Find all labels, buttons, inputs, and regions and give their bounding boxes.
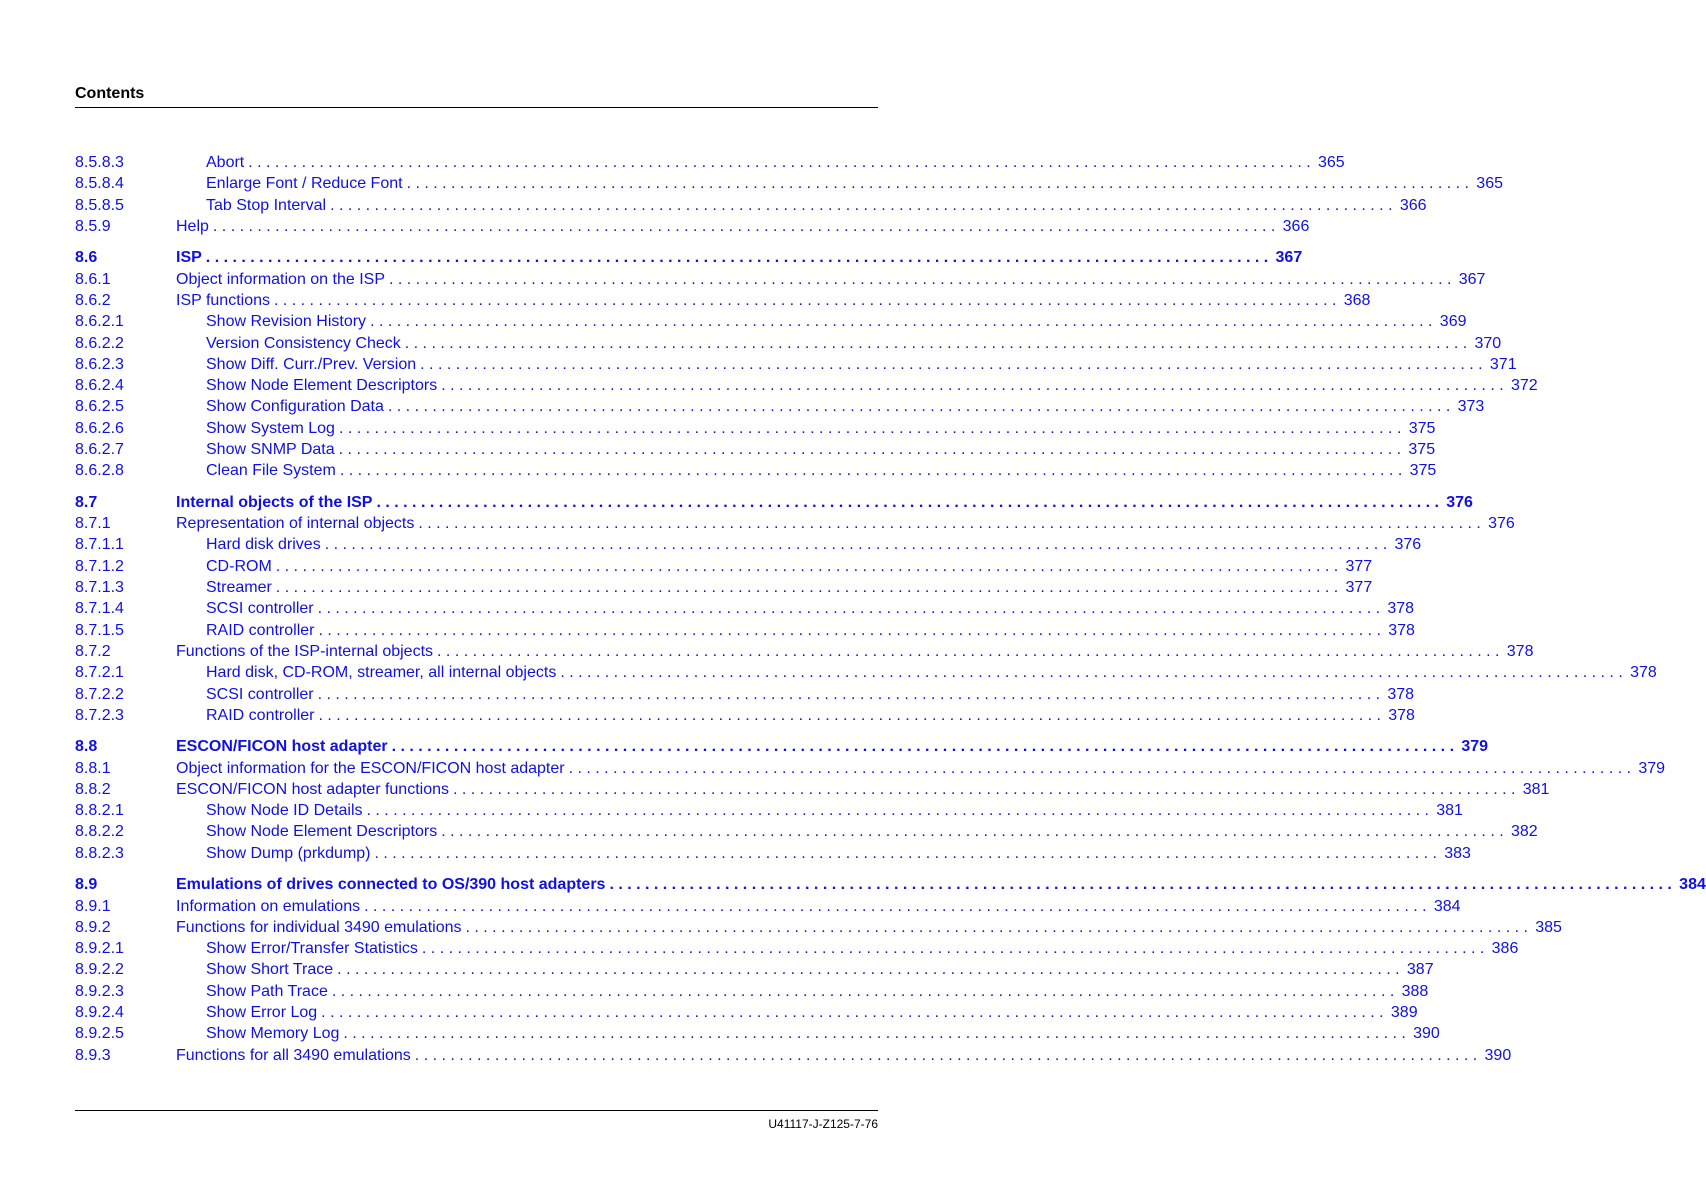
footer-document-code: U41117-J-Z125-7-76 — [768, 1117, 878, 1131]
dot-leader: . . . . . . . . . . . . . . . . . . . . . . . . . . . . . . . . . . . . . . . . . . . . . . . . . . . . . . . . . . . . . . . . . . . . . . . . . . . . . . . . . . . . . . . . . . . . . . . . . . . . . . . . . . . . . . . . . . . . . . . . — [465, 918, 1528, 936]
toc-entry-title[interactable]: Internal objects of the ISP — [176, 493, 373, 511]
toc-entry[interactable] — [75, 439, 1436, 460]
toc-entry[interactable] — [75, 641, 1534, 662]
toc-entry-number: 8.9.2.5 — [75, 1025, 124, 1043]
toc-entry[interactable] — [75, 874, 1706, 895]
dot-leader: . . . . . . . . . . . . . . . . . . . . . . . . . . . . . . . . . . . . . . . . . . . . . . . . . . . . . . . . . . . . . . . . . . . . . . . . . . . . . . . . . . . . . . . . . . . . . . . . . . . . . . . . . . . . . . . . . . . . . . . . — [560, 664, 1623, 682]
toc-entry[interactable] — [75, 577, 1373, 598]
dot-leader: . . . . . . . . . . . . . . . . . . . . . . . . . . . . . . . . . . . . . . . . . . . . . . . . . . . . . . . . . . . . . . . . . . . . . . . . . . . . . . . . . . . . . . . . . . . . . . . . . . . . . . . . . . . . . . . . . . . . . . . . — [324, 536, 1388, 554]
toc-entry-line — [176, 269, 1486, 290]
toc-entry-line — [206, 534, 1422, 555]
dot-leader: . . . . . . . . . . . . . . . . . . . . . . . . . . . . . . . . . . . . . . . . . . . . . . . . . . . . . . . . . . . . . . . . . . . . . . . . . . . . . . . . . . . . . . . . . . . . . . . . . . . . . . . . . . . . . . . . . . . . . . . . — [406, 175, 1469, 193]
toc-entry-page-number[interactable]: 369 — [1439, 313, 1467, 331]
toc-entry-page-number[interactable]: 377 — [1345, 557, 1373, 575]
toc-entry-line — [206, 195, 1427, 216]
toc-entry-title[interactable]: Show Error/Transfer Statistics — [206, 940, 418, 958]
toc-entry-title[interactable]: Functions for all 3490 emulations — [176, 1046, 411, 1064]
toc-entry[interactable] — [75, 938, 1519, 959]
toc-entry[interactable] — [75, 354, 1517, 375]
toc-entry-title[interactable]: Streamer — [206, 579, 272, 597]
toc-entry[interactable] — [75, 684, 1415, 705]
toc-entry-number: 8.9.2.3 — [75, 982, 124, 1000]
toc-entry[interactable] — [75, 821, 1538, 842]
toc-entry[interactable] — [75, 736, 1489, 757]
toc-entry-line — [176, 492, 1473, 513]
toc-entry-title[interactable]: ISP — [176, 249, 202, 267]
toc-entry-line — [176, 641, 1534, 662]
toc-entry-page-number[interactable]: 367 — [1275, 249, 1303, 267]
toc-entry[interactable] — [75, 247, 1303, 268]
dot-leader: . . . . . . . . . . . . . . . . . . . . . . . . . . . . . . . . . . . . . . . . . . . . . . . . . . . . . . . . . . . . . . . . . . . . . . . . . . . . . . . . . . . . . . . . . . . . . . . . . . . . . . . . . . . . . . . . . . . . . . . . — [414, 1046, 1478, 1064]
dot-leader: . . . . . . . . . . . . . . . . . . . . . . . . . . . . . . . . . . . . . . . . . . . . . . . . . . . . . . . . . . . . . . . . . . . . . . . . . . . . . . . . . . . . . . . . . . . . . . . . . . . . . . . . . . . . . . . . . . . . . . . . — [609, 876, 1672, 894]
toc-entry-page-number[interactable]: 389 — [1390, 1004, 1418, 1022]
toc-entry-number: 8.6.2.2 — [75, 334, 124, 352]
toc-entry-page-number[interactable]: 381 — [1436, 802, 1463, 820]
toc-entry-line — [176, 513, 1515, 534]
dot-leader: . . . . . . . . . . . . . . . . . . . . . . . . . . . . . . . . . . . . . . . . . . . . . . . . . . . . . . . . . . . . . . . . . . . . . . . . . . . . . . . . . . . . . . . . . . . . . . . . . . . . . . . . . . . . . . . . . . . . . . . . — [364, 897, 1427, 915]
toc-entry-number: 8.6.1 — [75, 270, 111, 288]
toc-entry-line — [206, 662, 1657, 683]
toc-entry[interactable] — [75, 375, 1538, 396]
toc-entry-title[interactable]: Help — [176, 217, 209, 235]
toc-entry-title[interactable]: Representation of internal objects — [176, 515, 415, 533]
toc-entry-page-number[interactable]: 370 — [1474, 334, 1502, 352]
toc-entry[interactable] — [75, 460, 1437, 481]
dot-leader: . . . . . . . . . . . . . . . . . . . . . . . . . . . . . . . . . . . . . . . . . . . . . . . . . . . . . . . . . . . . . . . . . . . . . . . . . . . . . . . . . . . . . . . . . . . . . . . . . . . . . . . . . . . . . . . . . . . . . . . . — [441, 377, 1504, 395]
toc-entry-number: 8.7.1.3 — [75, 579, 124, 597]
toc-entry-title[interactable]: SCSI controller — [206, 600, 314, 618]
toc-entry-line — [206, 354, 1517, 375]
toc-entry-title[interactable]: Show Revision History — [206, 313, 367, 331]
dot-leader: . . . . . . . . . . . . . . . . . . . . . . . . . . . . . . . . . . . . . . . . . . . . . . . . . . . . . . . . . . . . . . . . . . . . . . . . . . . . . . . . . . . . . . . . . . . . . . . . . . . . . . . . . . . . . . . . . . . . . . . . — [317, 600, 1381, 618]
toc-entry[interactable] — [75, 800, 1463, 821]
toc-entry-page-number[interactable]: 381 — [1522, 780, 1550, 798]
dot-leader: . . . . . . . . . . . . . . . . . . . . . . . . . . . . . . . . . . . . . . . . . . . . . . . . . . . . . . . . . . . . . . . . . . . . . . . . . . . . . . . . . . . . . . . . . . . . . . . . . . . . . . . . . . . . . . . . . . . . . . . . — [321, 1004, 1384, 1022]
toc-entry-number: 8.7.2 — [75, 642, 111, 660]
toc-entry-title[interactable]: Information on emulations — [176, 897, 361, 915]
toc-entry-line — [176, 247, 1303, 268]
toc-entry-title[interactable]: Hard disk drives — [206, 536, 321, 554]
toc-entry-title[interactable]: ESCON/FICON host adapter functions — [176, 780, 449, 798]
table-of-contents — [75, 152, 1706, 1066]
toc-entry-number: 8.9.2.1 — [75, 940, 124, 958]
dot-leader: . . . . . . . . . . . . . . . . . . . . . . . . . . . . . . . . . . . . . . . . . . . . . . . . . . . . . . . . . . . . . . . . . . . . . . . . . . . . . . . . . . . . . . . . . . . . . . . . . . . . . . . . . . . . . . . . . . . . . . . . — [339, 462, 1403, 480]
toc-entry-number: 8.5.8.4 — [75, 175, 124, 193]
toc-entry-line — [176, 874, 1706, 895]
toc-entry-title[interactable]: Abort — [206, 154, 245, 171]
toc-entry-page-number[interactable]: 365 — [1317, 154, 1345, 171]
toc-entry-title[interactable]: Show Short Trace — [206, 961, 334, 979]
toc-entry-line — [206, 173, 1503, 194]
toc-entry-page-number[interactable]: 366 — [1399, 196, 1427, 214]
toc-entry-page-number[interactable]: 367 — [1458, 270, 1486, 288]
toc-entry[interactable] — [75, 534, 1422, 555]
toc-entry-number: 8.5.9 — [75, 217, 111, 235]
toc-entry-page-number[interactable]: 385 — [1535, 918, 1562, 936]
toc-entry-number: 8.6.2.4 — [75, 377, 124, 395]
toc-entry-number: 8.9.3 — [75, 1046, 111, 1064]
toc-entry-page-number[interactable]: 388 — [1401, 982, 1429, 1000]
toc-entry-title[interactable]: Show Memory Log — [206, 1025, 340, 1043]
page-header-title: Contents — [75, 85, 145, 102]
toc-entry-page-number[interactable]: 373 — [1457, 398, 1485, 416]
toc-entry-page-number[interactable]: 375 — [1408, 419, 1436, 437]
dot-leader: . . . . . . . . . . . . . . . . . . . . . . . . . . . . . . . . . . . . . . . . . . . . . . . . . . . . . . . . . . . . . . . . . . . . . . . . . . . . . . . . . . . . . . . . . . . . . . . . . . . . . . . . . . . . . . . . . . . . . . . . — [331, 982, 1395, 1000]
toc-entry-number: 8.5.8.3 — [75, 154, 124, 171]
toc-entry[interactable] — [75, 843, 1471, 864]
dot-leader: . . . . . . . . . . . . . . . . . . . . . . . . . . . . . . . . . . . . . . . . . . . . . . . . . . . . . . . . . . . . . . . . . . . . . . . . . . . . . . . . . . . . . . . . . . . . . . . . . . . . . . . . . . . . . . . . . . . . . . . . — [205, 249, 1269, 267]
toc-entry-page-number[interactable]: 366 — [1282, 217, 1310, 235]
toc-entry-number: 8.9.2.4 — [75, 1004, 124, 1022]
toc-entry-title[interactable]: Object information for the ESCON/FICON host adapter — [176, 759, 565, 777]
toc-entry-line — [176, 290, 1371, 311]
toc-entry-line — [206, 460, 1437, 481]
toc-entry-title[interactable]: Functions of the ISP-internal objects — [176, 642, 434, 660]
toc-entry-number: 8.7 — [75, 493, 98, 511]
toc-entry[interactable] — [75, 269, 1486, 290]
dot-leader: . . . . . . . . . . . . . . . . . . . . . . . . . . . . . . . . . . . . . . . . . . . . . . . . . . . . . . . . . . . . . . . . . . . . . . . . . . . . . . . . . . . . . . . . . . . . . . . . . . . . . . . . . . . . . . . . . . . . . . . . — [376, 493, 1439, 511]
toc-entry-number: 8.7.2.2 — [75, 685, 124, 703]
dot-leader: . . . . . . . . . . . . . . . . . . . . . . . . . . . . . . . . . . . . . . . . . . . . . . . . . . . . . . . . . . . . . . . . . . . . . . . . . . . . . . . . . . . . . . . . . . . . . . . . . . . . . . . . . . . . . . . . . . . . . . . . — [421, 940, 1485, 958]
toc-entry-number: 8.9.1 — [75, 897, 111, 915]
toc-entry-number: 8.8.2.2 — [75, 823, 124, 841]
dot-leader: . . . . . . . . . . . . . . . . . . . . . . . . . . . . . . . . . . . . . . . . . . . . . . . . . . . . . . . . . . . . . . . . . . . . . . . . . . . . . . . . . . . . . . . . . . . . . . . . . . . . . . . . . . . . . . . . . . . . . . . . — [248, 154, 1311, 171]
toc-entry-title[interactable]: Functions for individual 3490 emulations — [176, 918, 462, 936]
toc-entry-page-number[interactable]: 368 — [1343, 291, 1371, 309]
toc-entry-title[interactable]: Object information on the ISP — [176, 270, 385, 288]
toc-entry-number: 8.6 — [75, 249, 98, 267]
header-rule — [75, 107, 878, 108]
toc-entry-number: 8.6.2.8 — [75, 462, 124, 480]
toc-entry-page-number[interactable]: 371 — [1489, 355, 1517, 373]
toc-entry[interactable] — [75, 758, 1666, 779]
dot-leader: . . . . . . . . . . . . . . . . . . . . . . . . . . . . . . . . . . . . . . . . . . . . . . . . . . . . . . . . . . . . . . . . . . . . . . . . . . . . . . . . . . . . . . . . . . . . . . . . . . . . . . . . . . . . . . . . . . . . . . . . — [418, 515, 1481, 533]
toc-entry-line — [206, 396, 1485, 417]
toc-entry-title[interactable]: ESCON/FICON host adapter — [176, 738, 388, 756]
toc-entry-number: 8.8.2 — [75, 780, 111, 798]
toc-entry-line — [206, 1023, 1440, 1044]
dot-leader: . . . . . . . . . . . . . . . . . . . . . . . . . . . . . . . . . . . . . . . . . . . . . . . . . . . . . . . . . . . . . . . . . . . . . . . . . . . . . . . . . . . . . . . . . . . . . . . . . . . . . . . . . . . . . . . . . . . . . . . . — [212, 217, 1276, 235]
toc-entry[interactable] — [75, 311, 1467, 332]
toc-entry-line — [206, 418, 1436, 439]
toc-entry[interactable] — [75, 492, 1473, 513]
dot-leader: . . . . . . . . . . . . . . . . . . . . . . . . . . . . . . . . . . . . . . . . . . . . . . . . . . . . . . . . . . . . . . . . . . . . . . . . . . . . . . . . . . . . . . . . . . . . . . . . . . . . . . . . . . . . . . . . . . . . . . . . — [420, 355, 1483, 373]
toc-entry[interactable] — [75, 1002, 1418, 1023]
dot-leader: . . . . . . . . . . . . . . . . . . . . . . . . . . . . . . . . . . . . . . . . . . . . . . . . . . . . . . . . . . . . . . . . . . . . . . . . . . . . . . . . . . . . . . . . . . . . . . . . . . . . . . . . . . . . . . . . . . . . . . . . — [404, 334, 1468, 352]
toc-entry[interactable] — [75, 152, 1345, 173]
toc-entry-number: 8.7.1.2 — [75, 557, 124, 575]
dot-leader: . . . . . . . . . . . . . . . . . . . . . . . . . . . . . . . . . . . . . . . . . . . . . . . . . . . . . . . . . . . . . . . . . . . . . . . . . . . . . . . . . . . . . . . . . . . . . . . . . . . . . . . . . . . . . . . . . . . . . . . . — [389, 270, 1452, 288]
toc-entry[interactable] — [75, 917, 1562, 938]
toc-entry-line — [206, 439, 1436, 460]
toc-entry-line — [206, 705, 1415, 726]
toc-entry-number: 8.8.2.3 — [75, 844, 124, 862]
toc-entry-number: 8.9 — [75, 876, 98, 894]
toc-entry-page-number[interactable]: 378 — [1630, 664, 1657, 682]
toc-entry-number: 8.7.2.1 — [75, 664, 124, 682]
dot-leader: . . . . . . . . . . . . . . . . . . . . . . . . . . . . . . . . . . . . . . . . . . . . . . . . . . . . . . . . . . . . . . . . . . . . . . . . . . . . . . . . . . . . . . . . . . . . . . . . . . . . . . . . . . . . . . . . . . . . . . . . — [337, 961, 1400, 979]
toc-entry-line — [206, 800, 1463, 821]
toc-entry-line — [206, 843, 1471, 864]
toc-entry[interactable] — [75, 705, 1415, 726]
toc-entry-title[interactable]: Show Node Element Descriptors — [206, 377, 438, 395]
toc-entry[interactable] — [75, 216, 1310, 237]
toc-entry-title[interactable]: Show Node ID Details — [206, 802, 363, 820]
toc-entry-title[interactable]: Show SNMP Data — [206, 441, 335, 459]
toc-entry-number: 8.7.1 — [75, 515, 111, 533]
toc-entry-page-number[interactable]: 382 — [1510, 823, 1538, 841]
toc-entry[interactable] — [75, 1045, 1512, 1066]
dot-leader: . . . . . . . . . . . . . . . . . . . . . . . . . . . . . . . . . . . . . . . . . . . . . . . . . . . . . . . . . . . . . . . . . . . . . . . . . . . . . . . . . . . . . . . . . . . . . . . . . . . . . . . . . . . . . . . . . . . . . . . . — [330, 196, 1393, 214]
toc-entry-title[interactable]: Show Path Trace — [206, 982, 328, 1000]
toc-entry-number: 8.9.2 — [75, 918, 111, 936]
dot-leader: . . . . . . . . . . . . . . . . . . . . . . . . . . . . . . . . . . . . . . . . . . . . . . . . . . . . . . . . . . . . . . . . . . . . . . . . . . . . . . . . . . . . . . . . . . . . . . . . . . . . . . . . . . . . . . . . . . . . . . . . — [275, 579, 1339, 597]
toc-entry-line — [206, 311, 1467, 332]
toc-entry-line — [176, 758, 1666, 779]
toc-entry-line — [206, 959, 1434, 980]
toc-entry-number: 8.6.2.7 — [75, 441, 124, 459]
toc-entry-page-number[interactable]: 372 — [1510, 377, 1538, 395]
dot-leader: . . . . . . . . . . . . . . . . . . . . . . . . . . . . . . . . . . . . . . . . . . . . . . . . . . . . . . . . . . . . . . . . . . . . . . . . . . . . . . . . . . . . . . . . . . . . . . . . . . . . . . . . . . . . . . . . . . . . . . . . — [343, 1025, 1406, 1043]
toc-entry[interactable] — [75, 959, 1434, 980]
toc-entry-page-number[interactable]: 384 — [1679, 876, 1706, 894]
dot-leader: . . . . . . . . . . . . . . . . . . . . . . . . . . . . . . . . . . . . . . . . . . . . . . . . . . . . . . . . . . . . . . . . . . . . . . . . . . . . . . . . . . . . . . . . . . . . . . . . . . . . . . . . . . . . . . . . . . . . . . . . — [317, 685, 1381, 703]
toc-entry[interactable] — [75, 1023, 1440, 1044]
dot-leader: . . . . . . . . . . . . . . . . . . . . . . . . . . . . . . . . . . . . . . . . . . . . . . . . . . . . . . . . . . . . . . . . . . . . . . . . . . . . . . . . . . . . . . . . . . . . . . . . . . . . . . . . . . . . . . . . . . . . . . . . — [374, 844, 1437, 862]
toc-entry-number: 8.6.2.5 — [75, 398, 124, 416]
dot-leader: . . . . . . . . . . . . . . . . . . . . . . . . . . . . . . . . . . . . . . . . . . . . . . . . . . . . . . . . . . . . . . . . . . . . . . . . . . . . . . . . . . . . . . . . . . . . . . . . . . . . . . . . . . . . . . . . . . . . . . . . — [338, 419, 1402, 437]
toc-entry-number: 8.5.8.5 — [75, 196, 124, 214]
dot-leader: . . . . . . . . . . . . . . . . . . . . . . . . . . . . . . . . . . . . . . . . . . . . . . . . . . . . . . . . . . . . . . . . . . . . . . . . . . . . . . . . . . . . . . . . . . . . . . . . . . . . . . . . . . . . . . . . . . . . . . . . — [568, 759, 1632, 777]
toc-entry-page-number[interactable]: 378 — [1388, 706, 1415, 724]
dot-leader: . . . . . . . . . . . . . . . . . . . . . . . . . . . . . . . . . . . . . . . . . . . . . . . . . . . . . . . . . . . . . . . . . . . . . . . . . . . . . . . . . . . . . . . . . . . . . . . . . . . . . . . . . . . . . . . . . . . . . . . . — [366, 802, 1429, 820]
dot-leader: . . . . . . . . . . . . . . . . . . . . . . . . . . . . . . . . . . . . . . . . . . . . . . . . . . . . . . . . . . . . . . . . . . . . . . . . . . . . . . . . . . . . . . . . . . . . . . . . . . . . . . . . . . . . . . . . . . . . . . . . — [370, 313, 1433, 331]
toc-entry[interactable] — [75, 396, 1485, 417]
dot-leader: . . . . . . . . . . . . . . . . . . . . . . . . . . . . . . . . . . . . . . . . . . . . . . . . . . . . . . . . . . . . . . . . . . . . . . . . . . . . . . . . . . . . . . . . . . . . . . . . . . . . . . . . . . . . . . . . . . . . . . . . — [387, 398, 1451, 416]
toc-entry-line — [206, 556, 1373, 577]
toc-entry-number: 8.7.1.1 — [75, 536, 124, 554]
toc-entry-title[interactable]: Show System Log — [206, 419, 335, 437]
toc-entry[interactable] — [75, 195, 1427, 216]
toc-entry-line — [206, 981, 1429, 1002]
toc-entry-line — [206, 577, 1373, 598]
toc-entry-line — [206, 684, 1415, 705]
toc-entry-page-number[interactable]: 377 — [1345, 579, 1373, 597]
toc-entry-page-number[interactable]: 379 — [1461, 738, 1489, 756]
toc-entry[interactable] — [75, 513, 1515, 534]
toc-entry-title[interactable]: ISP functions — [176, 291, 270, 309]
toc-entry-number: 8.7.1.5 — [75, 621, 124, 639]
toc-entry-number: 8.8.2.1 — [75, 802, 124, 820]
toc-entry-line — [206, 598, 1415, 619]
toc-entry-title[interactable]: RAID controller — [206, 621, 315, 639]
toc-entry-title[interactable]: SCSI controller — [206, 685, 314, 703]
toc-entry-page-number[interactable]: 378 — [1388, 621, 1415, 639]
dot-leader: . . . . . . . . . . . . . . . . . . . . . . . . . . . . . . . . . . . . . . . . . . . . . . . . . . . . . . . . . . . . . . . . . . . . . . . . . . . . . . . . . . . . . . . . . . . . . . . . . . . . . . . . . . . . . . . . . . . . . . . . — [275, 557, 1339, 575]
toc-entry-line — [206, 938, 1519, 959]
toc-entry-page-number[interactable]: 384 — [1433, 897, 1461, 915]
dot-leader: . . . . . . . . . . . . . . . . . . . . . . . . . . . . . . . . . . . . . . . . . . . . . . . . . . . . . . . . . . . . . . . . . . . . . . . . . . . . . . . . . . . . . . . . . . . . . . . . . . . . . . . . . . . . . . . . . . . . . . . . — [338, 441, 1402, 459]
footer-rule — [75, 1110, 878, 1111]
toc-entry-page-number[interactable]: 378 — [1387, 600, 1415, 618]
toc-entry-line — [206, 1002, 1418, 1023]
toc-entry[interactable] — [75, 896, 1461, 917]
toc-entry-line — [206, 620, 1415, 641]
toc-entry-page-number[interactable]: 386 — [1491, 940, 1519, 958]
toc-entry-title[interactable]: Version Consistency Check — [206, 334, 401, 352]
toc-entry[interactable] — [75, 662, 1657, 683]
dot-leader: . . . . . . . . . . . . . . . . . . . . . . . . . . . . . . . . . . . . . . . . . . . . . . . . . . . . . . . . . . . . . . . . . . . . . . . . . . . . . . . . . . . . . . . . . . . . . . . . . . . . . . . . . . . . . . . . . . . . . . . . — [391, 738, 1455, 756]
toc-entry-title[interactable]: Show Diff. Curr./Prev. Version — [206, 355, 417, 373]
toc-entry-number: 8.9.2.2 — [75, 961, 124, 979]
toc-entry-number: 8.6.2 — [75, 291, 111, 309]
toc-entry-line — [176, 917, 1562, 938]
toc-entry-number: 8.6.2.1 — [75, 313, 124, 331]
dot-leader: . . . . . . . . . . . . . . . . . . . . . . . . . . . . . . . . . . . . . . . . . . . . . . . . . . . . . . . . . . . . . . . . . . . . . . . . . . . . . . . . . . . . . . . . . . . . . . . . . . . . . . . . . . . . . . . . . . . . . . . . — [453, 780, 1516, 798]
toc-entry[interactable] — [75, 620, 1415, 641]
toc-entry-line — [206, 333, 1502, 354]
toc-entry-page-number[interactable]: 376 — [1394, 536, 1422, 554]
toc-entry-title[interactable]: Hard disk, CD-ROM, streamer, all internal objects — [206, 664, 557, 682]
toc-entry-title[interactable]: Show Error Log — [206, 1004, 318, 1022]
toc-entry-number: 8.6.2.6 — [75, 419, 124, 437]
toc-entry-title[interactable]: RAID controller — [206, 706, 315, 724]
toc-entry[interactable] — [75, 333, 1502, 354]
toc-entry-line — [176, 736, 1489, 757]
dot-leader: . . . . . . . . . . . . . . . . . . . . . . . . . . . . . . . . . . . . . . . . . . . . . . . . . . . . . . . . . . . . . . . . . . . . . . . . . . . . . . . . . . . . . . . . . . . . . . . . . . . . . . . . . . . . . . . . . . . . . . . . — [441, 823, 1504, 841]
toc-entry-line — [206, 821, 1538, 842]
toc-entry-title[interactable]: Tab Stop Interval — [206, 196, 327, 214]
toc-entry-line — [176, 216, 1310, 237]
toc-entry-line — [176, 896, 1461, 917]
toc-entry-page-number[interactable]: 378 — [1506, 642, 1534, 660]
toc-entry-page-number[interactable]: 376 — [1488, 515, 1515, 533]
toc-entry-line — [176, 1045, 1512, 1066]
toc-entry-title[interactable]: Clean File System — [206, 462, 336, 480]
toc-entry-title[interactable]: Enlarge Font / Reduce Font — [206, 175, 403, 193]
dot-leader: . . . . . . . . . . . . . . . . . . . . . . . . . . . . . . . . . . . . . . . . . . . . . . . . . . . . . . . . . . . . . . . . . . . . . . . . . . . . . . . . . . . . . . . . . . . . . . . . . . . . . . . . . . . . . . . . . . . . . . . . — [318, 706, 1381, 724]
toc-entry[interactable] — [75, 290, 1371, 311]
toc-entry-line — [206, 152, 1345, 173]
toc-entry-title[interactable]: Show Node Element Descriptors — [206, 823, 438, 841]
toc-entry-number: 8.7.1.4 — [75, 600, 124, 618]
toc-entry-page-number[interactable]: 365 — [1476, 175, 1503, 193]
toc-entry-title[interactable]: Show Dump (prkdump) — [206, 844, 371, 862]
toc-entry-page-number[interactable]: 378 — [1387, 685, 1415, 703]
toc-entry[interactable] — [75, 173, 1503, 194]
toc-entry-line — [206, 375, 1538, 396]
toc-entry-number: 8.7.2.3 — [75, 706, 124, 724]
toc-entry[interactable] — [75, 981, 1429, 1002]
toc-entry[interactable] — [75, 779, 1550, 800]
dot-leader: . . . . . . . . . . . . . . . . . . . . . . . . . . . . . . . . . . . . . . . . . . . . . . . . . . . . . . . . . . . . . . . . . . . . . . . . . . . . . . . . . . . . . . . . . . . . . . . . . . . . . . . . . . . . . . . . . . . . . . . . — [318, 621, 1381, 639]
toc-entry-title[interactable]: CD-ROM — [206, 557, 272, 575]
toc-entry-page-number[interactable]: 375 — [1408, 441, 1436, 459]
dot-leader: . . . . . . . . . . . . . . . . . . . . . . . . . . . . . . . . . . . . . . . . . . . . . . . . . . . . . . . . . . . . . . . . . . . . . . . . . . . . . . . . . . . . . . . . . . . . . . . . . . . . . . . . . . . . . . . . . . . . . . . . — [273, 291, 1337, 309]
toc-entry-page-number[interactable]: 375 — [1409, 462, 1437, 480]
toc-entry-number: 8.8 — [75, 738, 98, 756]
toc-entry-number: 8.8.1 — [75, 759, 111, 777]
toc-entry[interactable] — [75, 418, 1436, 439]
toc-entry-page-number[interactable]: 387 — [1406, 961, 1434, 979]
toc-entry-title[interactable]: Show Configuration Data — [206, 398, 384, 416]
dot-leader: . . . . . . . . . . . . . . . . . . . . . . . . . . . . . . . . . . . . . . . . . . . . . . . . . . . . . . . . . . . . . . . . . . . . . . . . . . . . . . . . . . . . . . . . . . . . . . . . . . . . . . . . . . . . . . . . . . . . . . . . — [437, 642, 1500, 660]
toc-entry-page-number[interactable]: 390 — [1484, 1046, 1512, 1064]
toc-entry-page-number[interactable]: 390 — [1413, 1025, 1440, 1043]
toc-entry-title[interactable]: Emulations of drives connected to OS/390 host adapters — [176, 876, 606, 894]
toc-entry-page-number[interactable]: 379 — [1638, 759, 1666, 777]
toc-entry-line — [176, 779, 1550, 800]
toc-entry[interactable] — [75, 598, 1415, 619]
toc-entry-number: 8.6.2.3 — [75, 355, 124, 373]
toc-entry-page-number[interactable]: 376 — [1446, 493, 1473, 511]
toc-entry[interactable] — [75, 556, 1373, 577]
toc-entry-page-number[interactable]: 383 — [1444, 844, 1471, 862]
